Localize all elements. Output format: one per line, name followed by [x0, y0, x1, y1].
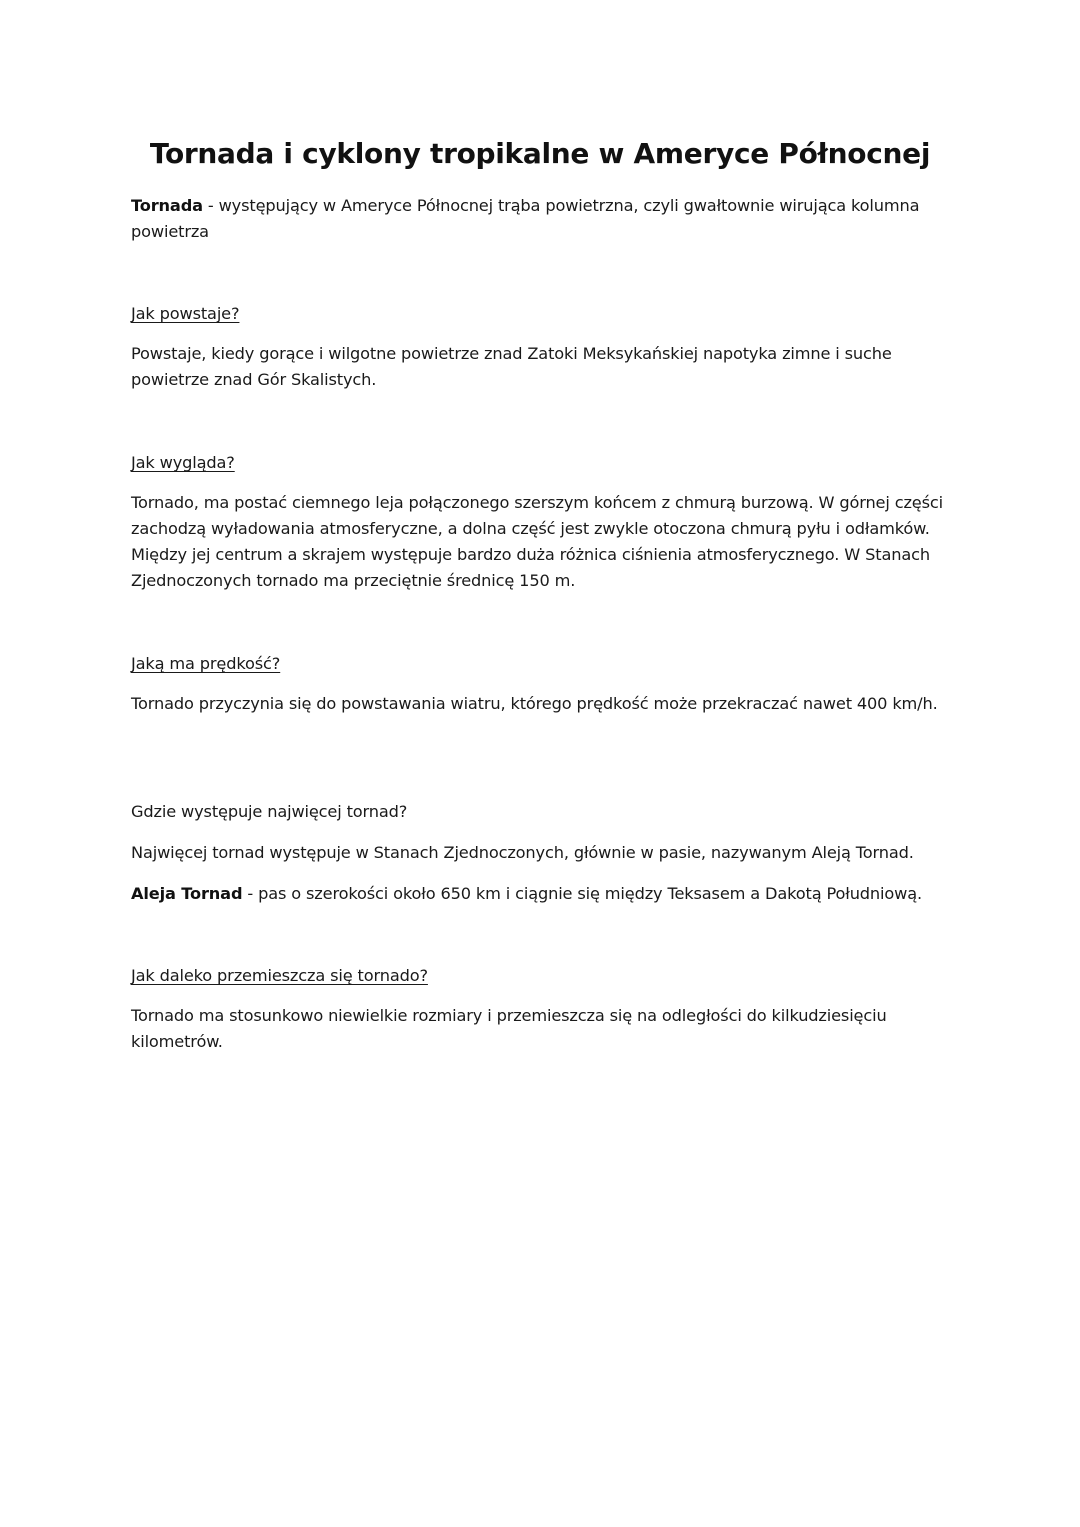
section-body: [131, 1003, 951, 1055]
section-heading: [131, 799, 951, 825]
section-body-text: Powstaje, kiedy gorące i wilgotne powietrze znad Zatoki Meksykańskiej napotyka zimne i suche powietrze znad Gór Skalistych.: [131, 344, 892, 389]
section-body-text: Tornado ma stosunkowo niewielkie rozmiary i przemieszcza się na odległości do kilkudziesięciu kilometrów.: [131, 1006, 887, 1051]
intro-text: - występujący w Ameryce Północnej trąba powietrzna, czyli gwałtownie wirująca kolumna powietrza: [131, 196, 920, 241]
intro-term: Tornada: [131, 196, 203, 215]
section-body-text: Najwięcej tornad występuje w Stanach Zjednoczonych, głównie w pasie, nazywanym Aleją Tornad.: [131, 843, 914, 862]
section-body: [131, 840, 951, 866]
section-heading-text: Jak daleko przemieszcza się tornado?: [131, 966, 428, 985]
section-heading: [131, 963, 951, 989]
definition-term: Aleja Tornad: [131, 884, 243, 903]
section-body-text: Tornado przyczynia się do powstawania wiatru, którego prędkość może przekraczać nawet 400 km/h.: [131, 694, 938, 713]
section-body-text: Tornado, ma postać ciemnego leja połączonego szerszym końcem z chmurą burzową. W górnej części zachodzą wyładowania atmosferyczne, a dolna część jest zwykle otoczona chmurą pyłu i odłamków. Między jej centrum a skrajem występuje bardzo duża różnica ciśnienia atmosferycznego. W Stanach Zjednoczonych tornado ma przeciętnie średnicę 150 m.: [131, 493, 943, 590]
section-heading-text: Jaką ma prędkość?: [131, 654, 281, 673]
section-body: [131, 691, 951, 717]
document-title: Tornada i cyklony tropikalne w Ameryce Północnej: [149, 137, 931, 170]
section-heading: [131, 301, 951, 327]
intro-paragraph: [131, 193, 951, 245]
section-heading-text: Jak wygląda?: [131, 453, 235, 472]
definition-paragraph: [131, 881, 951, 907]
section-heading: [131, 450, 951, 476]
section-heading-text: Jak powstaje?: [131, 304, 240, 323]
section-heading: [131, 651, 951, 677]
definition-text: - pas o szerokości około 650 km i ciągnie się między Teksasem a Dakotą Południową.: [242, 884, 922, 903]
section-heading-text: Gdzie występuje najwięcej tornad?: [131, 802, 408, 821]
section-body: [131, 490, 951, 594]
section-body: [131, 341, 951, 393]
